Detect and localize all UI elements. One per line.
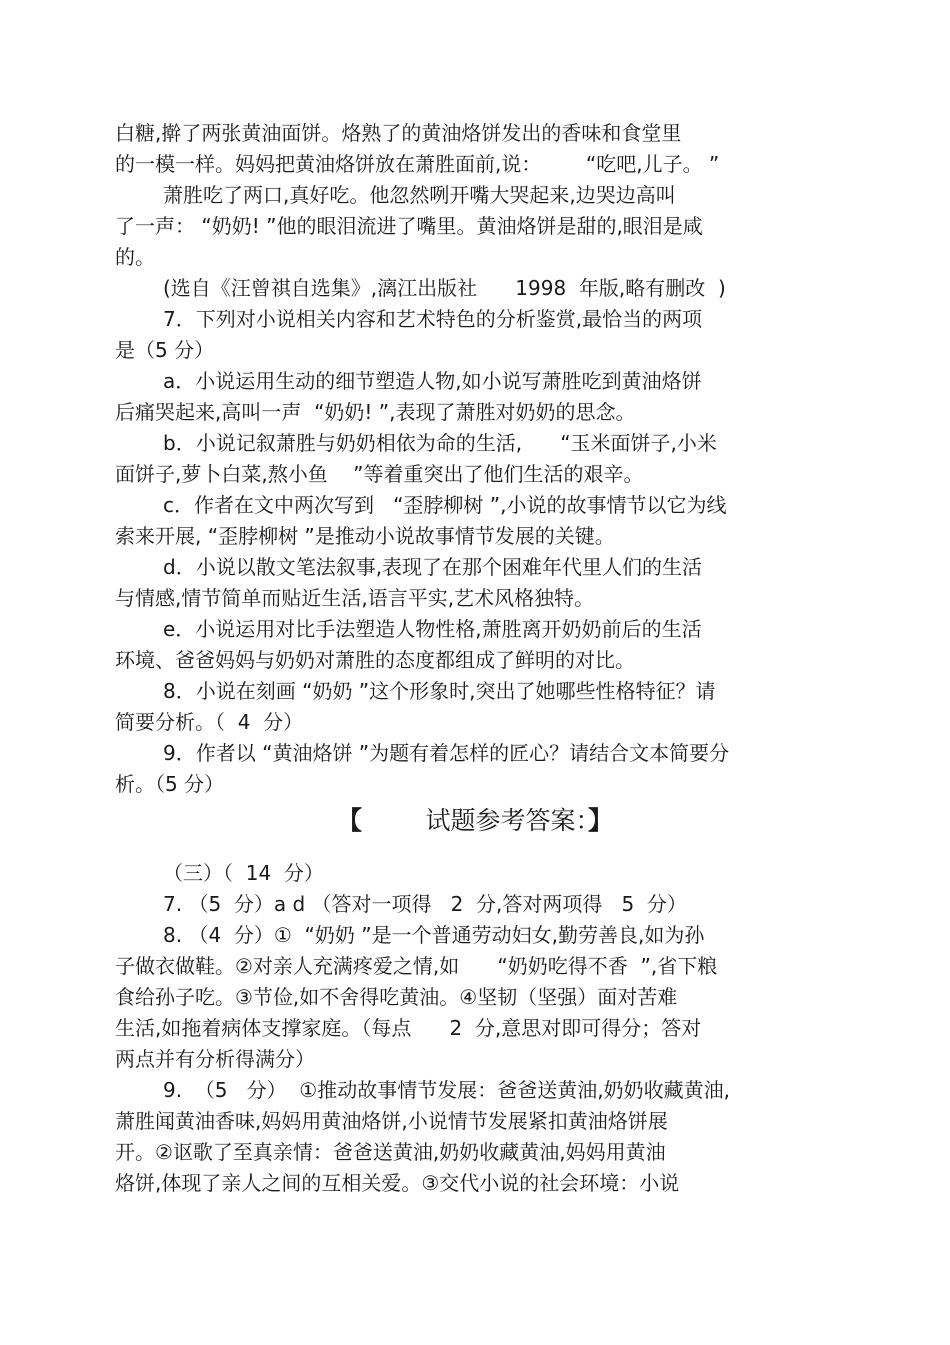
answer-8-cont: 子做衣做鞋。②对亲人充满疼爱之情,如 “奶奶吃得不香 ”,省下粮 [115, 954, 718, 978]
story-line: 的。 [115, 245, 155, 269]
story-line: 了一声： “奶奶! ”他的眼泪流进了嘴里。黄油烙饼是甜的,眼泪是咸 [115, 214, 703, 238]
answer-8-cont: 两点并有分析得满分） [115, 1047, 315, 1071]
answer-8: 8. （4 分）① “奶奶 ”是一个普通劳动妇女,勤劳善良,如为孙 [163, 923, 705, 947]
story-line: 白糖,擀了两张黄油面饼。烙熟了的黄油烙饼发出的香味和食堂里 [115, 121, 682, 145]
option-c: c．作者在文中两次写到 “歪脖柳树 ”,小说的故事情节以它为线 [163, 493, 727, 517]
source-citation: (选自《汪曾祺自选集》,漓江出版社 1998 年版,略有删改 ) [163, 276, 726, 300]
story-line: 的一模一样。妈妈把黄油烙饼放在萧胜面前,说： “吃吧,儿子。 ” [115, 152, 720, 176]
option-a: a．小说运用生动的细节塑造人物,如小说写萧胜吃到黄油烙饼 [163, 369, 702, 393]
answer-9: 9. （5 分） ①推动故事情节发展：爸爸送黄油,奶奶收藏黄油, [163, 1078, 730, 1102]
answer-9-cont: 烙饼,体现了亲人之间的互相关爱。③交代小说的社会环境：小说 [115, 1171, 680, 1195]
answer-8-cont: 生活,如拖着病体支撑家庭。（每点 2 分,意思对即可得分；答对 [115, 1016, 702, 1040]
option-a-cont: 后痛哭起来,高叫一声 “奶奶! ”,表现了萧胜对奶奶的思念。 [115, 400, 636, 424]
answer-9-cont: 萧胜闻黄油香味,妈妈用黄油烙饼,小说情节发展紧扣黄油烙饼展 [115, 1109, 668, 1133]
question-8: 8．小说在刻画 “奶奶 ”这个形象时,突出了她哪些性格特征？请 [163, 679, 716, 703]
option-d-cont: 与情感,情节简单而贴近生活,语言平实,艺术风格独特。 [115, 586, 595, 610]
question-8-cont: 简要分析。（ 4 分） [115, 710, 304, 734]
question-7-cont: 是（5 分） [115, 338, 215, 362]
option-b-cont: 面饼子,萝卜白菜,熬小鱼 ”等着重突出了他们生活的艰辛。 [115, 462, 644, 486]
heading-open-bracket: 【 [336, 806, 362, 835]
question-9: 9．作者以 “黄油烙饼 ”为题有着怎样的匠心？请结合文本简要分 [163, 741, 730, 765]
option-e-cont: 环境、爸爸妈妈与奶奶对萧胜的态度都组成了鲜明的对比。 [115, 648, 635, 672]
question-9-cont: 析。（5 分） [115, 772, 225, 796]
answer-section: （三）（ 14 分） [163, 861, 324, 885]
answer-heading [0, 803, 950, 839]
option-c-cont: 索来开展, “歪脖柳树 ”是推动小说故事情节发展的关键。 [115, 524, 615, 548]
heading-close-bracket: 】 [588, 806, 614, 835]
heading-title: 试题参考答案： [361, 806, 589, 835]
story-line: 萧胜吃了两口,真好吃。他忽然咧开嘴大哭起来,边哭边高叫 [163, 183, 676, 207]
option-d: d．小说以散文笔法叙事,表现了在那个困难年代里人们的生活 [163, 555, 703, 579]
answer-8-cont: 食给孙子吃。③节俭,如不舍得吃黄油。④坚韧（坚强）面对苦难 [115, 985, 678, 1009]
option-e: e．小说运用对比手法塑造人物性格,萧胜离开奶奶前后的生活 [163, 617, 702, 641]
answer-7: 7. （5 分）a d （答对一项得 2 分,答对两项得 5 分） [163, 892, 687, 916]
question-7: 7．下列对小说相关内容和艺术特色的分析鉴赏,最恰当的两项 [163, 307, 703, 331]
answer-9-cont: 开。②讴歌了至真亲情：爸爸送黄油,奶奶收藏黄油,妈妈用黄油 [115, 1140, 666, 1164]
option-b: b．小说记叙萧胜与奶奶相依为命的生活, “玉米面饼子,小米 [163, 431, 717, 455]
